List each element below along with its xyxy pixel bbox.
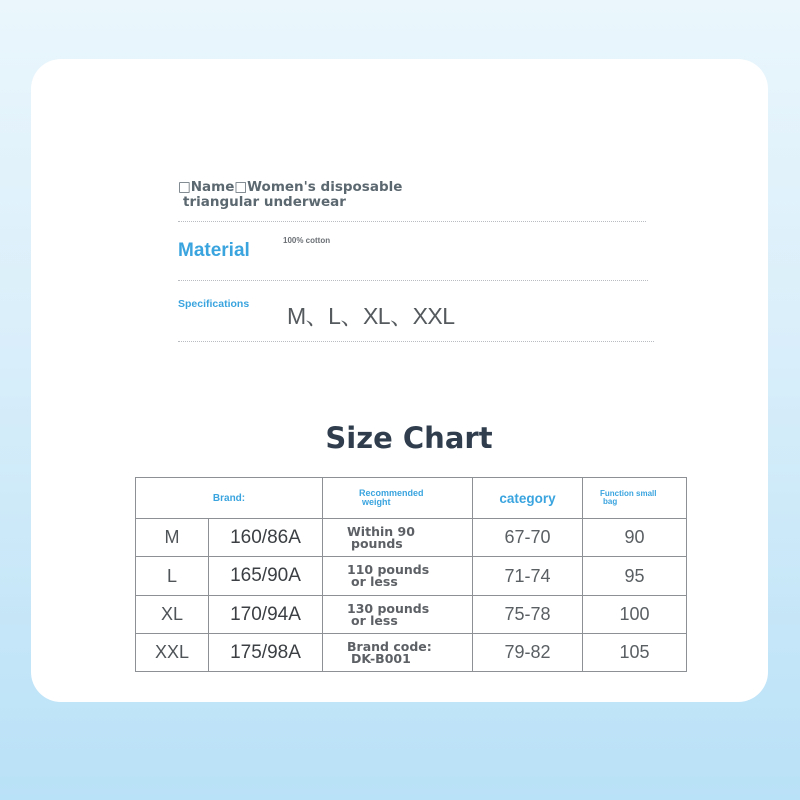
size-cell: XL [136, 596, 209, 634]
size-chart-title: Size Chart [325, 421, 493, 455]
header-function [583, 478, 687, 519]
function-cell: 90 [583, 519, 687, 557]
brand-cell: 160/86A [209, 519, 323, 557]
header-function-line-2: bag [603, 497, 618, 506]
weight-cell [323, 519, 473, 557]
product-name-line-1: □Name□Women's disposable [178, 179, 403, 195]
weight-cell [323, 634, 473, 672]
specifications-label: Specifications [178, 298, 250, 310]
header-brand: Brand: [136, 478, 323, 519]
weight-line-2: DK-B001 [351, 650, 411, 666]
size-chart-table [135, 477, 687, 672]
material-value: 100% cotton [283, 236, 331, 245]
table-row [136, 519, 687, 557]
weight-line-1: Brand code: [347, 638, 432, 654]
function-cell: 95 [583, 557, 687, 596]
material-label: Material [178, 240, 250, 261]
weight-line-2: or less [351, 612, 398, 628]
header-recommended-weight-line-1: Recommended [359, 488, 424, 498]
table-header-row [136, 478, 687, 519]
function-cell: 105 [583, 634, 687, 672]
brand-cell: 165/90A [209, 557, 323, 596]
brand-cell: 170/94A [209, 596, 323, 634]
header-recommended-weight-line-2: weight [362, 497, 391, 507]
divider [178, 221, 646, 222]
size-cell: L [136, 557, 209, 596]
brand-cell: 175/98A [209, 634, 323, 672]
size-cell: XXL [136, 634, 209, 672]
weight-line-2: or less [351, 574, 398, 589]
weight-cell [323, 596, 473, 634]
specifications-value: M、L、XL、XXL [287, 303, 455, 329]
weight-line-1: 130 pounds [347, 600, 430, 616]
header-category: category [473, 478, 583, 519]
header-recommended-weight [323, 478, 473, 519]
divider [178, 280, 648, 281]
table-row [136, 596, 687, 634]
category-cell: 79-82 [473, 634, 583, 672]
weight-line-2: pounds [351, 535, 403, 551]
category-cell: 71-74 [473, 557, 583, 596]
weight-cell [323, 557, 473, 596]
function-cell: 100 [583, 596, 687, 634]
table-row [136, 557, 687, 596]
weight-line-1: 110 pounds [347, 562, 430, 577]
category-cell: 75-78 [473, 596, 583, 634]
table-row [136, 634, 687, 672]
divider [178, 341, 654, 342]
size-cell: M [136, 519, 209, 557]
category-cell: 67-70 [473, 519, 583, 557]
product-name [178, 180, 402, 210]
weight-line-1: Within 90 [347, 523, 415, 539]
product-name-line-2: triangular underwear [183, 194, 346, 210]
header-function-line-1: Function small [600, 489, 657, 498]
